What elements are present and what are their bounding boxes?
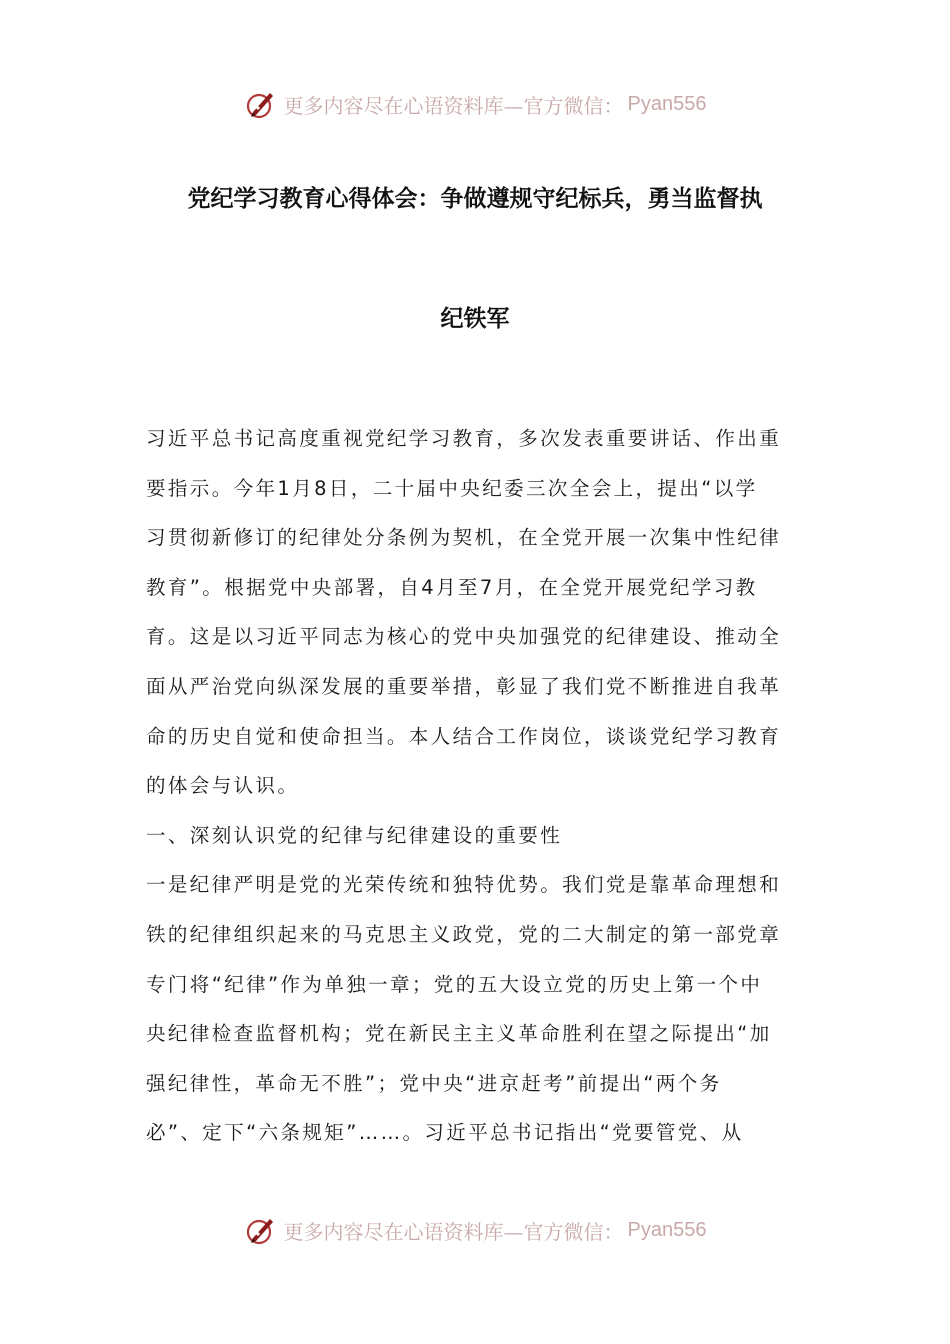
section-heading: 一、深刻认识党的纪律与纪律建设的重要性 [146, 823, 563, 847]
body-line: 面从严治党向纵深发展的重要举措，彰显了我们党不断推进自我革 [146, 674, 782, 698]
document-title-line-2: 纪铁军 [440, 306, 510, 332]
body-line: 的体会与认识。 [146, 774, 300, 798]
body-line: 命的历史自觉和使命担当。本人结合工作岗位，谈谈党纪学习教育 [146, 724, 782, 748]
body-line: 要指示。今年1月8日，二十届中央纪委三次全会上，提出“以学 [146, 476, 758, 500]
header-watermark [0, 84, 950, 124]
body-line: 育。这是以习近平同志为核心的党中央加强党的纪律建设、推动全 [146, 625, 782, 649]
body-line: 教育”。根据党中央部署，自4月至7月，在全党开展党纪学习教 [146, 575, 758, 599]
document-body [146, 414, 806, 1158]
watermark-wechat-id: Pyan556 [627, 1218, 707, 1241]
watermark-wechat-id: Pyan556 [627, 92, 707, 115]
body-line: 专门将“纪律”作为单独一章；党的五大设立党的历史上第一个中 [146, 972, 763, 996]
body-line: 一是纪律严明是党的光荣传统和独特优势。我们党是靠革命理想和 [146, 873, 782, 897]
watermark-text: 更多内容尽在心语资料库—官方微信： [283, 1219, 624, 1244]
body-line: 央纪律检查监督机构；党在新民主主义革命胜利在望之际提出“加 [146, 1022, 772, 1046]
watermark-text: 更多内容尽在心语资料库—官方微信： [283, 93, 624, 118]
body-line: 铁的纪律组织起来的马克思主义政党，党的二大制定的第一部党章 [146, 922, 782, 946]
pen-nib-circle-icon [244, 87, 278, 121]
pen-nib-circle-icon [244, 1213, 278, 1247]
body-line: 强纪律性，革命无不胜”；党中央“进京赶考”前提出“两个务 [146, 1071, 722, 1095]
body-line: 习近平总书记高度重视党纪学习教育，多次发表重要讲话、作出重 [146, 427, 782, 450]
body-line: 必”、定下“六条规矩”……。习近平总书记指出“党要管党、从 [146, 1121, 744, 1145]
body-line: 习贯彻新修订的纪律处分条例为契机，在全党开展一次集中性纪律 [146, 526, 782, 550]
footer-watermark [0, 1210, 950, 1250]
document-title-line-1: 党纪学习教育心得体会：争做遵规守纪标兵，勇当监督执 [187, 186, 763, 212]
